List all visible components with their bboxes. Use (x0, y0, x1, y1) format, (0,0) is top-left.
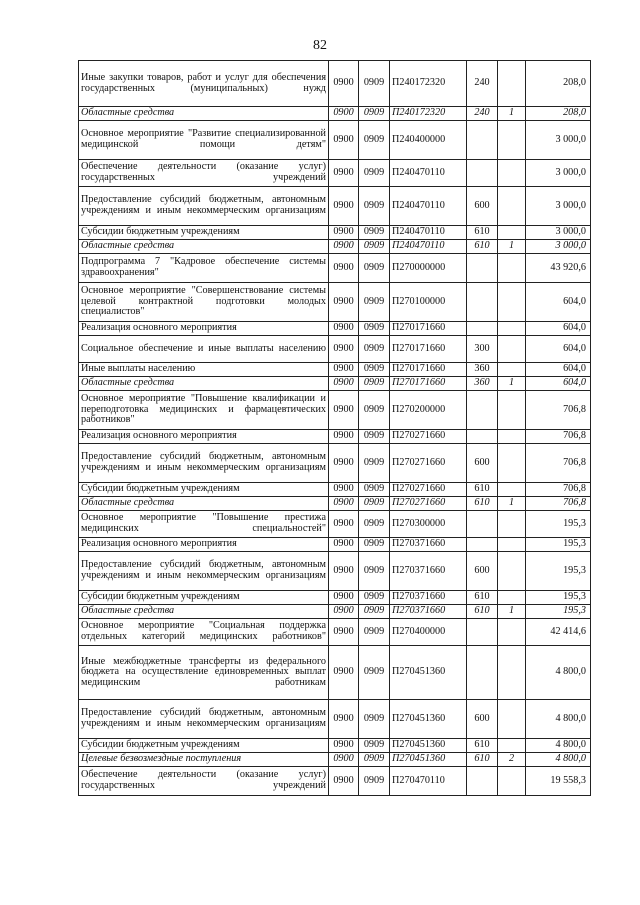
section-code-cell: 0909 (359, 646, 390, 700)
amount-cell: 195,3 (526, 552, 591, 591)
ministry-code-cell: 0900 (329, 363, 359, 377)
row-name-cell: Предоставление субсидий бюджетным, автономным учреждениям и иным некоммерческим организациям (79, 187, 329, 226)
ministry-code-cell: 0900 (329, 391, 359, 430)
target-code-cell: П270100000 (390, 283, 467, 322)
table-row (79, 483, 591, 497)
target-code-cell: П270470110 (390, 767, 467, 796)
row-name-cell: Областные средства (79, 497, 329, 511)
amount-cell: 706,8 (526, 391, 591, 430)
expense-type-cell (467, 322, 498, 336)
amount-cell: 4 800,0 (526, 753, 591, 767)
section-code-cell: 0909 (359, 552, 390, 591)
row-name-cell: Основное мероприятие "Развитие специализированной медицинской помощи детям" (79, 121, 329, 160)
target-code-cell: П240470110 (390, 160, 467, 187)
amount-cell: 43 920,6 (526, 254, 591, 283)
ministry-code-cell: 0900 (329, 336, 359, 363)
target-code-cell: П240470110 (390, 226, 467, 240)
funding-source-cell (498, 619, 526, 646)
section-code-cell: 0909 (359, 700, 390, 739)
row-name-cell: Предоставление субсидий бюджетным, автономным учреждениям и иным некоммерческим организациям (79, 444, 329, 483)
funding-source-cell (498, 283, 526, 322)
row-name-cell: Социальное обеспечение и иные выплаты населению (79, 336, 329, 363)
ministry-code-cell: 0900 (329, 767, 359, 796)
table-row (79, 619, 591, 646)
expense-type-cell: 600 (467, 552, 498, 591)
amount-cell: 706,8 (526, 497, 591, 511)
funding-source-cell: 1 (498, 107, 526, 121)
funding-source-cell: 1 (498, 497, 526, 511)
section-code-cell: 0909 (359, 483, 390, 497)
expense-type-cell (467, 283, 498, 322)
expense-type-cell: 600 (467, 444, 498, 483)
expense-type-cell: 300 (467, 336, 498, 363)
expense-type-cell (467, 254, 498, 283)
row-name-cell: Субсидии бюджетным учреждениям (79, 591, 329, 605)
funding-source-cell (498, 322, 526, 336)
target-code-cell: П270451360 (390, 700, 467, 739)
table-row (79, 646, 591, 700)
target-code-cell: П270451360 (390, 646, 467, 700)
amount-cell: 195,3 (526, 538, 591, 552)
expense-type-cell: 610 (467, 605, 498, 619)
target-code-cell: П270000000 (390, 254, 467, 283)
table-row (79, 377, 591, 391)
funding-source-cell (498, 538, 526, 552)
row-name-cell: Реализация основного мероприятия (79, 538, 329, 552)
ministry-code-cell: 0900 (329, 483, 359, 497)
amount-cell: 208,0 (526, 61, 591, 107)
section-code-cell: 0909 (359, 61, 390, 107)
expense-type-cell: 600 (467, 700, 498, 739)
ministry-code-cell: 0900 (329, 444, 359, 483)
amount-cell: 604,0 (526, 283, 591, 322)
section-code-cell: 0909 (359, 538, 390, 552)
row-name-cell: Реализация основного мероприятия (79, 322, 329, 336)
row-name-cell: Субсидии бюджетным учреждениям (79, 739, 329, 753)
funding-source-cell: 1 (498, 377, 526, 391)
funding-source-cell (498, 61, 526, 107)
section-code-cell: 0909 (359, 430, 390, 444)
expense-type-cell (467, 619, 498, 646)
target-code-cell: П270371660 (390, 591, 467, 605)
expense-type-cell (467, 121, 498, 160)
target-code-cell: П270271660 (390, 430, 467, 444)
target-code-cell: П240172320 (390, 61, 467, 107)
ministry-code-cell: 0900 (329, 61, 359, 107)
section-code-cell: 0909 (359, 739, 390, 753)
ministry-code-cell: 0900 (329, 377, 359, 391)
funding-source-cell (498, 552, 526, 591)
amount-cell: 3 000,0 (526, 121, 591, 160)
funding-source-cell (498, 254, 526, 283)
section-code-cell: 0909 (359, 591, 390, 605)
target-code-cell: П240470110 (390, 187, 467, 226)
ministry-code-cell: 0900 (329, 552, 359, 591)
table-body (79, 61, 591, 796)
page-number: 82 (313, 38, 327, 53)
section-code-cell: 0909 (359, 160, 390, 187)
row-name-cell: Обеспечение деятельности (оказание услуг) государственных учреждений (79, 767, 329, 796)
ministry-code-cell: 0900 (329, 511, 359, 538)
table-row (79, 739, 591, 753)
target-code-cell: П270400000 (390, 619, 467, 646)
table-row (79, 511, 591, 538)
ministry-code-cell: 0900 (329, 240, 359, 254)
target-code-cell: П270451360 (390, 739, 467, 753)
row-name-cell: Областные средства (79, 377, 329, 391)
expense-type-cell: 610 (467, 240, 498, 254)
funding-source-cell (498, 483, 526, 497)
target-code-cell: П270171660 (390, 322, 467, 336)
amount-cell: 195,3 (526, 605, 591, 619)
row-name-cell: Предоставление субсидий бюджетным, автономным учреждениям и иным некоммерческим организациям (79, 552, 329, 591)
section-code-cell: 0909 (359, 254, 390, 283)
expense-type-cell (467, 767, 498, 796)
funding-source-cell: 1 (498, 240, 526, 254)
section-code-cell: 0909 (359, 121, 390, 160)
target-code-cell: П240172320 (390, 107, 467, 121)
table-row (79, 753, 591, 767)
amount-cell: 3 000,0 (526, 226, 591, 240)
section-code-cell: 0909 (359, 511, 390, 538)
table-row (79, 700, 591, 739)
ministry-code-cell: 0900 (329, 497, 359, 511)
section-code-cell: 0909 (359, 107, 390, 121)
ministry-code-cell: 0900 (329, 605, 359, 619)
expense-type-cell: 610 (467, 591, 498, 605)
funding-source-cell (498, 444, 526, 483)
ministry-code-cell: 0900 (329, 283, 359, 322)
ministry-code-cell: 0900 (329, 538, 359, 552)
section-code-cell: 0909 (359, 322, 390, 336)
row-name-cell: Иные закупки товаров, работ и услуг для обеспечения государственных (муниципальных) нужд (79, 61, 329, 107)
table-row (79, 430, 591, 444)
row-name-cell: Областные средства (79, 605, 329, 619)
section-code-cell: 0909 (359, 363, 390, 377)
table-row (79, 444, 591, 483)
expense-type-cell: 610 (467, 226, 498, 240)
section-code-cell: 0909 (359, 497, 390, 511)
expense-type-cell (467, 430, 498, 444)
target-code-cell: П270171660 (390, 377, 467, 391)
amount-cell: 706,8 (526, 430, 591, 444)
target-code-cell: П240400000 (390, 121, 467, 160)
funding-source-cell (498, 591, 526, 605)
section-code-cell: 0909 (359, 767, 390, 796)
table-row (79, 336, 591, 363)
funding-source-cell (498, 511, 526, 538)
section-code-cell: 0909 (359, 226, 390, 240)
funding-source-cell (498, 391, 526, 430)
target-code-cell: П270200000 (390, 391, 467, 430)
row-name-cell: Обеспечение деятельности (оказание услуг) государственных учреждений (79, 160, 329, 187)
amount-cell: 706,8 (526, 483, 591, 497)
funding-source-cell: 2 (498, 753, 526, 767)
funding-source-cell (498, 700, 526, 739)
ministry-code-cell: 0900 (329, 646, 359, 700)
table-row (79, 107, 591, 121)
section-code-cell: 0909 (359, 377, 390, 391)
table-row (79, 605, 591, 619)
ministry-code-cell: 0900 (329, 753, 359, 767)
expense-type-cell: 610 (467, 497, 498, 511)
section-code-cell: 0909 (359, 605, 390, 619)
ministry-code-cell: 0900 (329, 107, 359, 121)
table-row (79, 121, 591, 160)
amount-cell: 604,0 (526, 363, 591, 377)
amount-cell: 604,0 (526, 377, 591, 391)
funding-source-cell (498, 226, 526, 240)
amount-cell: 4 800,0 (526, 700, 591, 739)
funding-source-cell (498, 430, 526, 444)
row-name-cell: Подпрограмма 7 "Кадровое обеспечение системы здравоохранения" (79, 254, 329, 283)
target-code-cell: П270271660 (390, 497, 467, 511)
ministry-code-cell: 0900 (329, 591, 359, 605)
table-row (79, 187, 591, 226)
expense-type-cell: 360 (467, 377, 498, 391)
funding-source-cell (498, 336, 526, 363)
target-code-cell: П270171660 (390, 363, 467, 377)
target-code-cell: П270300000 (390, 511, 467, 538)
expense-type-cell: 610 (467, 483, 498, 497)
section-code-cell: 0909 (359, 753, 390, 767)
expense-type-cell: 610 (467, 753, 498, 767)
amount-cell: 4 800,0 (526, 739, 591, 753)
table-row (79, 160, 591, 187)
amount-cell: 4 800,0 (526, 646, 591, 700)
amount-cell: 604,0 (526, 336, 591, 363)
amount-cell: 195,3 (526, 511, 591, 538)
table-row (79, 552, 591, 591)
target-code-cell: П270371660 (390, 538, 467, 552)
expense-type-cell: 600 (467, 187, 498, 226)
row-name-cell: Основное мероприятие "Социальная поддержка отдельных категорий медицинских работников" (79, 619, 329, 646)
funding-source-cell (498, 187, 526, 226)
ministry-code-cell: 0900 (329, 160, 359, 187)
section-code-cell: 0909 (359, 391, 390, 430)
target-code-cell: П270451360 (390, 753, 467, 767)
ministry-code-cell: 0900 (329, 430, 359, 444)
row-name-cell: Основное мероприятие "Повышение квалификации и переподготовка медицинских и фармацевтических работников" (79, 391, 329, 430)
table-row (79, 591, 591, 605)
expense-type-cell (467, 160, 498, 187)
target-code-cell: П240470110 (390, 240, 467, 254)
funding-source-cell (498, 767, 526, 796)
amount-cell: 604,0 (526, 322, 591, 336)
ministry-code-cell: 0900 (329, 739, 359, 753)
expense-type-cell: 610 (467, 739, 498, 753)
target-code-cell: П270371660 (390, 605, 467, 619)
funding-source-cell (498, 646, 526, 700)
amount-cell: 3 000,0 (526, 240, 591, 254)
table-row (79, 254, 591, 283)
table-row (79, 226, 591, 240)
section-code-cell: 0909 (359, 444, 390, 483)
expense-type-cell (467, 511, 498, 538)
table-row (79, 391, 591, 430)
section-code-cell: 0909 (359, 283, 390, 322)
row-name-cell: Предоставление субсидий бюджетным, автономным учреждениям и иным некоммерческим организациям (79, 700, 329, 739)
ministry-code-cell: 0900 (329, 121, 359, 160)
table-row (79, 363, 591, 377)
funding-source-cell (498, 739, 526, 753)
table-row (79, 61, 591, 107)
funding-source-cell (498, 363, 526, 377)
row-name-cell: Субсидии бюджетным учреждениям (79, 226, 329, 240)
funding-source-cell: 1 (498, 605, 526, 619)
budget-table (78, 60, 591, 796)
row-name-cell: Основное мероприятие "Совершенствование системы целевой контрактной подготовки молодых специалистов" (79, 283, 329, 322)
table-row (79, 283, 591, 322)
section-code-cell: 0909 (359, 336, 390, 363)
expense-type-cell: 360 (467, 363, 498, 377)
target-code-cell: П270271660 (390, 483, 467, 497)
expense-type-cell: 240 (467, 107, 498, 121)
table-row (79, 538, 591, 552)
amount-cell: 195,3 (526, 591, 591, 605)
row-name-cell: Целевые безвозмездные поступления (79, 753, 329, 767)
section-code-cell: 0909 (359, 619, 390, 646)
target-code-cell: П270371660 (390, 552, 467, 591)
row-name-cell: Реализация основного мероприятия (79, 430, 329, 444)
section-code-cell: 0909 (359, 240, 390, 254)
expense-type-cell (467, 538, 498, 552)
expense-type-cell (467, 391, 498, 430)
row-name-cell: Областные средства (79, 107, 329, 121)
expense-type-cell (467, 646, 498, 700)
table-row (79, 497, 591, 511)
table-row (79, 240, 591, 254)
row-name-cell: Областные средства (79, 240, 329, 254)
table-row (79, 322, 591, 336)
ministry-code-cell: 0900 (329, 187, 359, 226)
amount-cell: 42 414,6 (526, 619, 591, 646)
row-name-cell: Основное мероприятие "Повышение престижа медицинских специальностей" (79, 511, 329, 538)
row-name-cell: Субсидии бюджетным учреждениям (79, 483, 329, 497)
row-name-cell: Иные выплаты населению (79, 363, 329, 377)
ministry-code-cell: 0900 (329, 700, 359, 739)
target-code-cell: П270171660 (390, 336, 467, 363)
amount-cell: 3 000,0 (526, 160, 591, 187)
amount-cell: 3 000,0 (526, 187, 591, 226)
ministry-code-cell: 0900 (329, 254, 359, 283)
expense-type-cell: 240 (467, 61, 498, 107)
amount-cell: 706,8 (526, 444, 591, 483)
table-row (79, 767, 591, 796)
ministry-code-cell: 0900 (329, 619, 359, 646)
amount-cell: 208,0 (526, 107, 591, 121)
amount-cell: 19 558,3 (526, 767, 591, 796)
funding-source-cell (498, 160, 526, 187)
target-code-cell: П270271660 (390, 444, 467, 483)
section-code-cell: 0909 (359, 187, 390, 226)
ministry-code-cell: 0900 (329, 226, 359, 240)
funding-source-cell (498, 121, 526, 160)
row-name-cell: Иные межбюджетные трансферты из федерального бюджета на осуществление единовременных выплат медицинским работникам (79, 646, 329, 700)
ministry-code-cell: 0900 (329, 322, 359, 336)
